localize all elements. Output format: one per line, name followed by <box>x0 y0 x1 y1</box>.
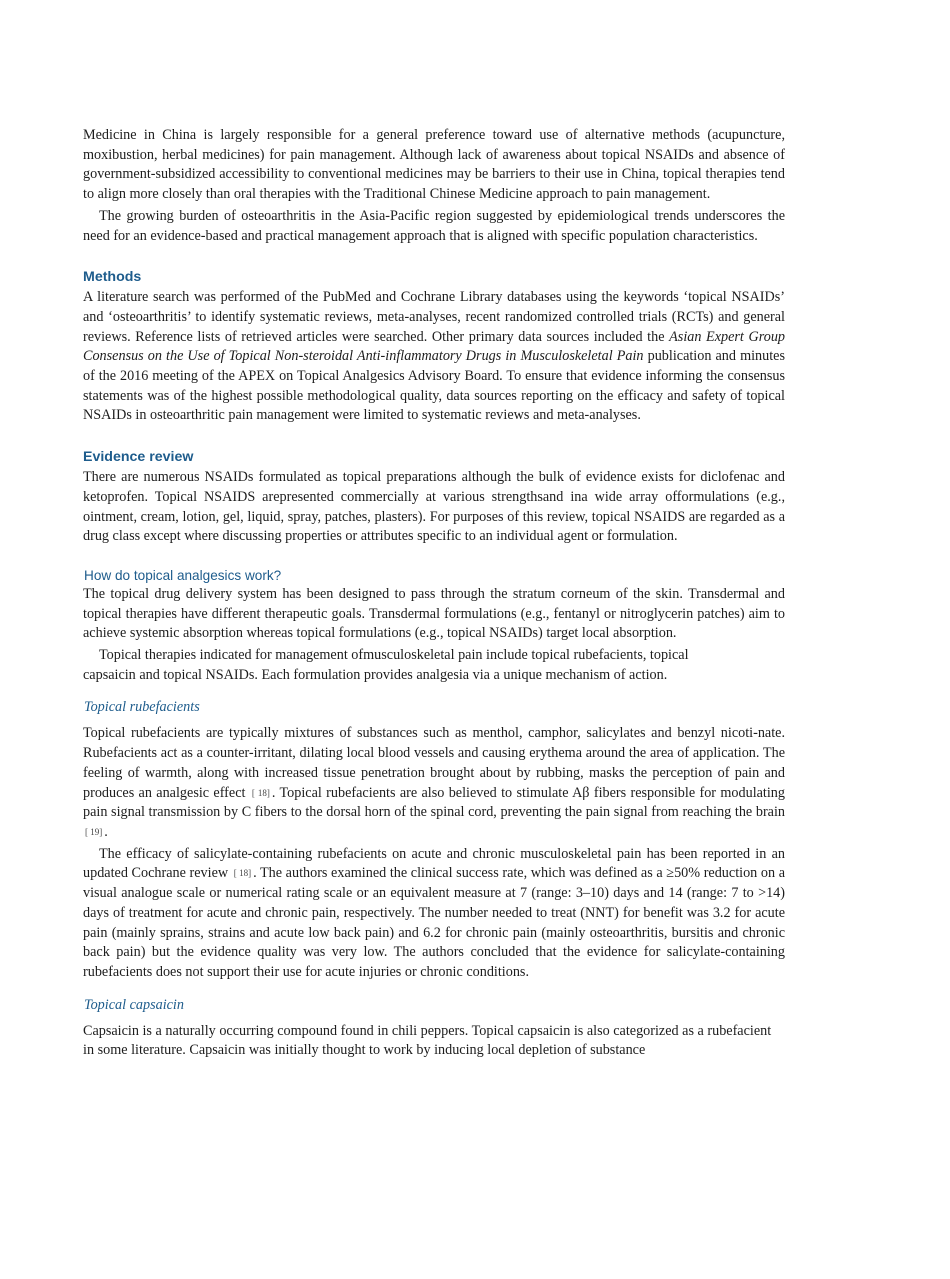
intro-paragraph-1: Medicine in China is largely responsible for a general preference toward use of alternative methods (acupuncture, moxibustion, herbal medicines) for pain management. Although lack of awareness about topical NSAIDs and absence of government-subsidized accessibility to conventional medicines may be barriers to their use in China, topical therapies tend to align more closely than oral therapies with the Traditional Chinese Medicine approach to pain management. <box>83 127 785 203</box>
methods-paragraph: A literature search was performed of the PubMed and Cochrane Library databases using the keywords ‘topical NSAIDs’ and ‘osteoarthritis’ to identify systematic reviews, meta-analyses, recent randomized controlled trials (RCTs) and general reviews. Reference lists of retrieved articles were searched. Other primary data sources included the Asian Expert Group Consensus on the Use of Topical Non-steroidal Anti-inflammatory Drugs in Musculoskeletal Pain publication and minutes of the 2016 meeting of the APEX on Topical Analgesics Advisory Board. To ensure that evidence informing the consensus statements was of the highest possible methodological quality, data sources reporting on the efficacy and safety of topical NSAIDs in osteoarthritic pain management were limited to systematic reviews and meta-analyses. <box>83 289 786 424</box>
evidence-review-paragraph: There are numerous NSAIDs formulated as topical preparations although the bulk of evidence exists for diclofenac and ketoprofen. Topical NSAIDS arepresented commercially at various strengthsand ina wide array offormulations (e.g., ointment, cream, lotion, gel, liquid, spray, patches, plasters). For purposes of this review, topical NSAIDS are regarded as a drug class except where discussing properties or attributes specific to an individual agent or formulation. <box>83 469 785 545</box>
citation-ref-18: [ 18] <box>233 868 252 879</box>
topical-rubefacients-heading: Topical rubefacients <box>84 699 200 716</box>
capsaicin-paragraph: Capsaicin is a naturally occurring compound found in chili peppers. Topical capsaicin is also categorized as a rubefacient in some literature. Capsaicin was initially thought to work by inducing local depletion of substance <box>83 1022 772 1059</box>
topical-capsaicin-heading: Topical capsaicin <box>84 996 184 1013</box>
citation-ref-18: [ 18] <box>251 787 270 798</box>
citation-ref-19: [ 19] <box>85 826 103 837</box>
rubefacients-paragraph-1: Topical rubefacients are typically mixtures of substances such as menthol, camphor, salicylates and benzyl nicoti-nate. Rubefacients act as a counter-irritant, dilating local blood vessels and causing erythema around the area of application. The feeling of warmth, along with increased tissue penetration brought about by rubbing, masks the perception of pain and produces an analgesic effect [ 18] . Topical rubefacients are also believed to stimulate Aβ fibers responsible for modulating pain signal transmission by C fibers to the dorsal horn of the spinal cord, preventing the pain signal from reaching the brain [ 19] . <box>83 725 785 840</box>
consensus-title: Asian Expert Group Consensus on the Use of Topical Non-steroidal Anti-inflammatory Drugs in Musculoskeletal Pain <box>83 328 786 365</box>
methods-heading: Methods <box>83 269 142 286</box>
intro-paragraph-2: The growing burden of osteoarthritis in the Asia-Pacific region suggested by epidemiological trends underscores the need for an evidence-based and practical management approach that is aligned with specific population characteristics. <box>83 207 785 244</box>
how-topical-analgesics-work-heading: How do topical analgesics work? <box>84 567 282 583</box>
page-body <box>83 126 785 1061</box>
evidence-review-heading: Evidence review <box>83 449 194 466</box>
how-paragraph-2: Topical therapies indicated for management ofmusculoskeletal pain include topical rubefacients, topical capsaicin and topical NSAIDs. Each formulation provides analgesia via a unique mechanism of action. <box>83 647 689 683</box>
rubefacients-paragraph-2: The efficacy of salicylate-containing rubefacients on acute and chronic musculoskeletal pain has been reported in an updated Cochrane review [ 18] . The authors examined the clinical success rate, which was defined as a ≥50% reduction on a visual analogue scale or numerical rating scale or an equivalent measure at 7 (range: 3–10) days and 14 (range: 7 to >14) days of treatment for acute and chronic pain, respectively. The number needed to treat (NNT) for benefit was 3.2 for acute pain (mainly sprains, strains and acute low back pain) and 6.2 for chronic pain (mainly osteoarthritis, bursitis and chronic back pain) but the evidence quality was very low. The authors concluded that the evidence for salicylate-containing rubefacients does not support their use for acute injuries or chronic conditions. <box>83 845 786 980</box>
how-paragraph-1: The topical drug delivery system has been designed to pass through the stratum corneum of the skin. Transdermal and topical therapies have different therapeutic goals. Transdermal formulations (e.g., fentanyl or nitroglycerin patches) aim to achieve systemic absorption whereas topical formulations (e.g., topical NSAIDs) target local absorption. <box>83 585 785 642</box>
